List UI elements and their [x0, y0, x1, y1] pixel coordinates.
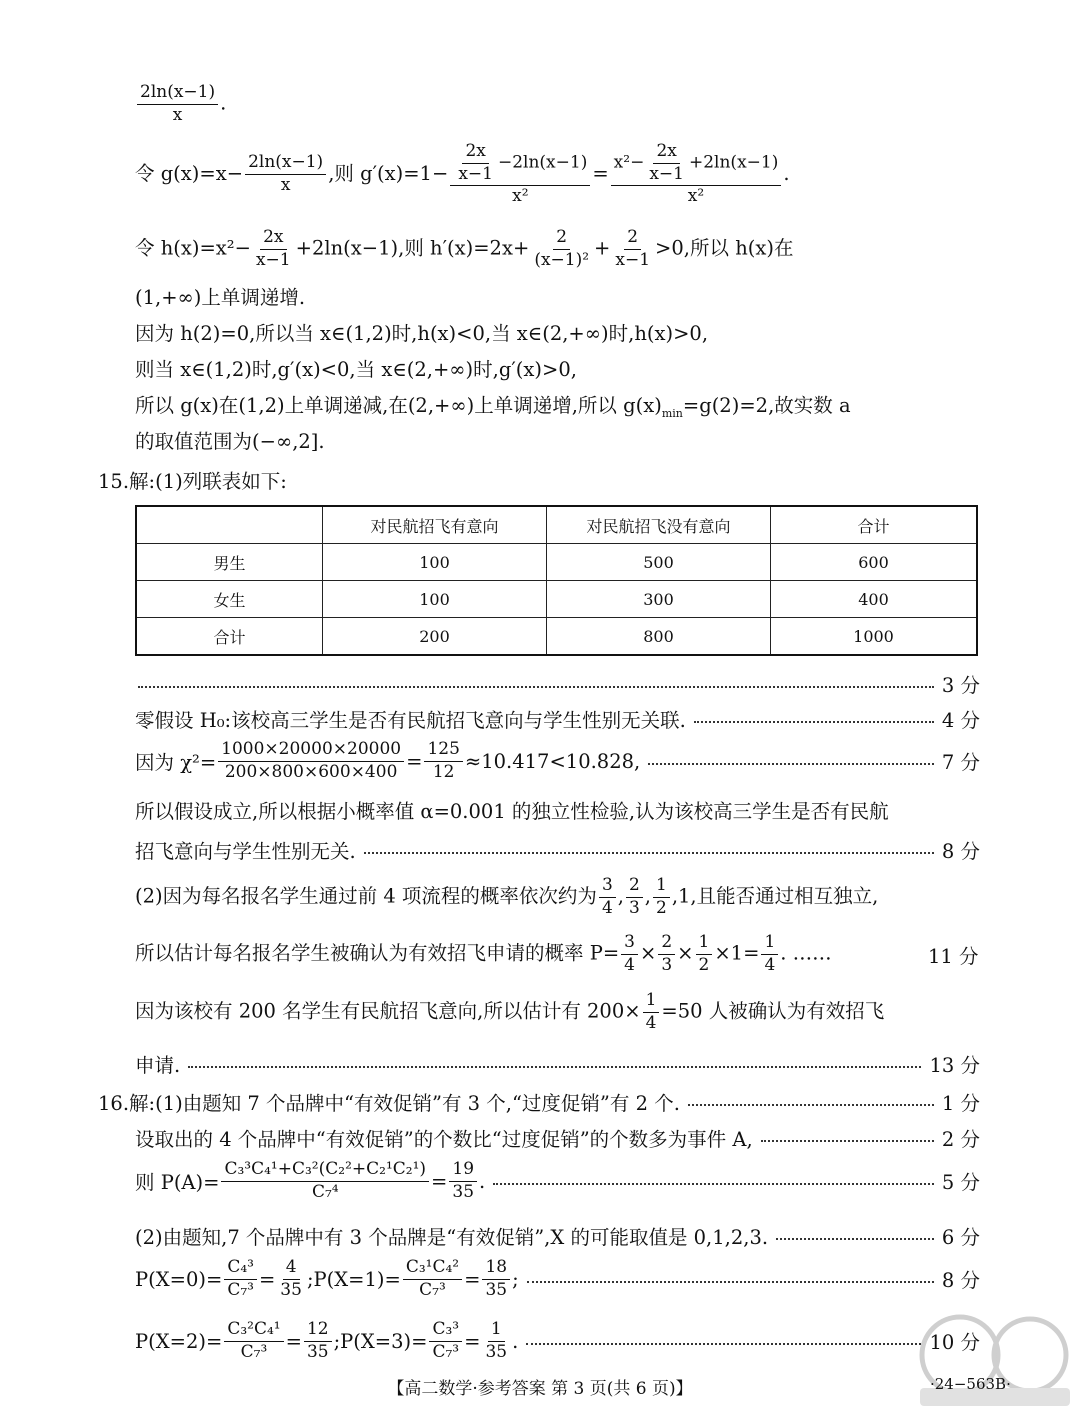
fraction: $\frac{18}{35}$	[482, 1258, 510, 1300]
dot-leader	[694, 721, 934, 723]
fraction: $\frac{2x}{x-1}$	[649, 141, 684, 184]
chi-square-line: 因为 χ²= $\frac{1000\times 20000\times 20000}{200\times 800\times 600\times 400}$ = $\frac{125}{12}$ ≈10.417<10.828, 7 分	[135, 739, 980, 782]
fraction: $\frac{3}{4}$	[621, 933, 638, 975]
fraction: $\frac{125}{12}$	[424, 740, 462, 782]
table-cell: 500	[547, 544, 771, 581]
dot-leader	[364, 852, 934, 854]
table-cell: 400	[771, 581, 978, 618]
table-row	[136, 581, 977, 618]
count-line: 因为该校有 200 名学生有民航招飞意向,所以估计有 200× $\frac{1}{4}$ =50 人被确认为有效招飞	[135, 990, 885, 1033]
fraction: $\frac{2x}{x-1}$	[255, 227, 291, 270]
fraction: $\frac{1}{4}$	[643, 991, 660, 1033]
h0-line: 零假设 H₀:该校高三学生是否有民航招飞意向与学生性别无关联. 4 分	[135, 705, 980, 733]
table-cell: 100	[323, 581, 547, 618]
estimate-line: 所以估计每名报名学生被确认为有效招飞申请的概率 P= $\frac{3}{4}$ × $\frac{2}{3}$ × $\frac{1}{2}$ ×1= $\frac{1}{4}$ . ……	[135, 932, 832, 975]
page-code: ·24−563B·	[930, 1375, 1011, 1393]
table-header-row	[136, 506, 977, 544]
score: 8 分	[941, 1269, 980, 1293]
q15-heading: 15.解:(1)列联表如下:	[98, 470, 287, 493]
h2-line: 因为 h(2)=0,所以当 x∈(1,2)时,h(x)<0,当 x∈(2,+∞)时,h(x)>0,	[135, 322, 709, 345]
fraction: $\frac{\text{C₃³}}{\text{C₇³}}$	[429, 1320, 462, 1362]
table-cell: 男生	[136, 544, 323, 581]
score: 10 分	[929, 1331, 980, 1355]
table-cell: 600	[771, 544, 978, 581]
score: 1 分	[941, 1092, 980, 1115]
fraction: $\frac{2x}{x-1}$	[458, 141, 493, 184]
fraction: $\frac{\text{C₃²C₄¹}}{\text{C₇³}}$	[224, 1320, 283, 1362]
table-row	[136, 544, 977, 581]
dot-leader	[648, 763, 934, 765]
fraction: $\frac{2\ln(x-1)}{x}$	[245, 153, 326, 195]
q16-line-2: 设取出的 4 个品牌中“有效促销”的个数比“过度促销”的个数多为事件 A, 2 分	[135, 1124, 980, 1152]
score: 11 分	[928, 945, 979, 968]
fraction: $\frac{3}{4}$	[599, 876, 616, 918]
fraction: $\frac{1}{35}$	[485, 1319, 508, 1362]
score: 8 分	[941, 840, 980, 863]
table-cell: 合计	[136, 618, 323, 656]
dot-leader	[138, 686, 934, 688]
score: 2 分	[941, 1128, 980, 1151]
fraction: $\frac{\text{C₃¹C₄²}}{\text{C₇³}}$	[403, 1258, 462, 1300]
fraction: $\frac{1}{2}$	[696, 933, 713, 975]
h-definition-line: 令 h(x)=x²− $\frac{2x}{x-1}$ +2ln(x−1),则 h′(x)=2x+ $\frac{2}{\text{(x−1)²}}$ + $\frac{2}{x-1}$ >0,所以 h(x)在	[135, 227, 794, 270]
fraction: $\frac{2}{3}$	[658, 933, 675, 975]
g-definition-line: 令 g(x)=x− $\frac{2\ln(x-1)}{x}$ ,则 g′(x)=1− $\frac{2x}{x-1}$ −2ln(x−1) x² = x²− $\frac{2x}{x-1}$ +2ln(x−1) x² .	[135, 141, 790, 207]
q16-line-1: 16.解:(1)由题知 7 个品牌中“有效促销”有 3 个,“过度促销”有 2 个. 1 分	[98, 1088, 980, 1116]
fraction: $\frac{2}{x-1}$	[615, 227, 651, 270]
fraction: $\frac{\text{C₃³C₄¹+C₃²(C₂²+C₂¹C₂¹)}}{\text{C₇⁴}}$	[221, 1160, 429, 1202]
dot-leader	[527, 1281, 934, 1283]
dot-leader	[688, 1104, 934, 1106]
fraction: $\frac{\text{C₄³}}{\text{C₇³}}$	[224, 1258, 257, 1300]
fraction: $\frac{4}{35}$	[280, 1257, 302, 1300]
fraction: $\frac{2\ln(x-1)}{x}$	[137, 83, 218, 125]
fraction: $\frac{2}{3}$	[626, 876, 643, 918]
score: 3 分	[941, 674, 980, 697]
part2-probability-line: (2)因为每名报名学生通过前 4 项流程的概率依次约为 $\frac{3}{4}$ , $\frac{2}{3}$ , $\frac{1}{2}$ ,1,且能否通过相互独立,	[135, 875, 879, 918]
dot-leader	[761, 1140, 934, 1142]
contingency-table	[135, 505, 978, 656]
table-row	[136, 618, 977, 656]
fraction: x²− $\frac{2x}{x-1}$ +2ln(x−1) x²	[611, 142, 782, 207]
fraction: $\frac{1}{2}$	[653, 876, 670, 918]
fraction: $\frac{1000\times 20000\times 20000}{200\times 800\times 600\times 400}$	[218, 740, 404, 782]
table-cell: 1000	[771, 618, 978, 656]
table-header-cell	[136, 506, 323, 544]
dot-leader	[776, 1238, 934, 1240]
conclusion-line: 所以假设成立,所以根据小概率值 α=0.001 的独立性检验,认为该校高三学生是否有民航	[135, 800, 889, 823]
score-line	[138, 670, 980, 698]
fraction: $\frac{2x}{x-1}$ −2ln(x−1) x²	[450, 142, 590, 207]
g-prime-line: 则当 x∈(1,2)时,g′(x)<0,当 x∈(2,+∞)时,g′(x)>0,	[135, 358, 577, 381]
pa-line: 则 P(A)= $\frac{\text{C₃³C₄¹+C₃²(C₂²+C₂¹C₂¹)}}{\text{C₇⁴}}$ = $\frac{19}{35}$ . 5 分	[135, 1159, 980, 1202]
q16-part2-line: (2)由题知,7 个品牌中有 3 个品牌是“有效促销”,X 的可能取值是 0,1,2,3. 6 分	[135, 1222, 980, 1250]
table-cell: 100	[323, 544, 547, 581]
score: 13 分	[929, 1054, 980, 1077]
conclusion-line-2: 招飞意向与学生性别无关. 8 分	[135, 836, 980, 864]
count-line-2: 申请. 13 分	[135, 1050, 980, 1078]
dot-leader	[493, 1183, 934, 1185]
fraction: $\frac{12}{35}$	[304, 1320, 332, 1362]
fraction: $\frac{19}{35}$	[449, 1160, 477, 1202]
table-cell: 800	[547, 618, 771, 656]
fraction: $\frac{1}{4}$	[761, 933, 778, 975]
page-footer: 【高二数学·参考答案 第 3 页(共 6 页)】	[387, 1379, 693, 1399]
range-line: 的取值范围为(−∞,2].	[135, 430, 325, 453]
table-header-cell: 合计	[771, 506, 978, 544]
table-header-cell: 对民航招飞没有意向	[547, 506, 771, 544]
fraction: $\frac{2}{\text{(x−1)²}}$	[534, 227, 590, 270]
score: 5 分	[941, 1171, 980, 1195]
px23-line: P(X=2)= $\frac{\text{C₃²C₄¹}}{\text{C₇³}}$ = $\frac{12}{35}$ ;P(X=3)= $\frac{\text{C₃³}}{\text{C₇³}}$ = $\frac{1}{35}$ . 10 分	[135, 1319, 980, 1362]
table-cell: 300	[547, 581, 771, 618]
score: 4 分	[941, 709, 980, 732]
table-header-cell: 对民航招飞有意向	[323, 506, 547, 544]
monotonic-line: (1,+∞)上单调递增.	[135, 286, 306, 309]
table-cell: 200	[323, 618, 547, 656]
score: 6 分	[941, 1226, 980, 1249]
continued-fraction: $\frac{2\ln(x-1)}{x}$ .	[135, 83, 226, 125]
dot-leader	[188, 1066, 921, 1068]
dot-leader	[526, 1343, 921, 1345]
score: 7 分	[941, 751, 980, 775]
px01-line: P(X=0)= $\frac{\text{C₄³}}{\text{C₇³}}$ = $\frac{4}{35}$ ;P(X=1)= $\frac{\text{C₃¹C₄²}}{\text{C₇³}}$ = $\frac{18}{35}$ ; 8 分	[135, 1257, 980, 1300]
table-cell: 女生	[136, 581, 323, 618]
g-min-line: 所以 g(x)在(1,2)上单调递减,在(2,+∞)上单调递增,所以 $g(x)_{min}=g(2)=2$,故实数 a	[135, 394, 851, 420]
